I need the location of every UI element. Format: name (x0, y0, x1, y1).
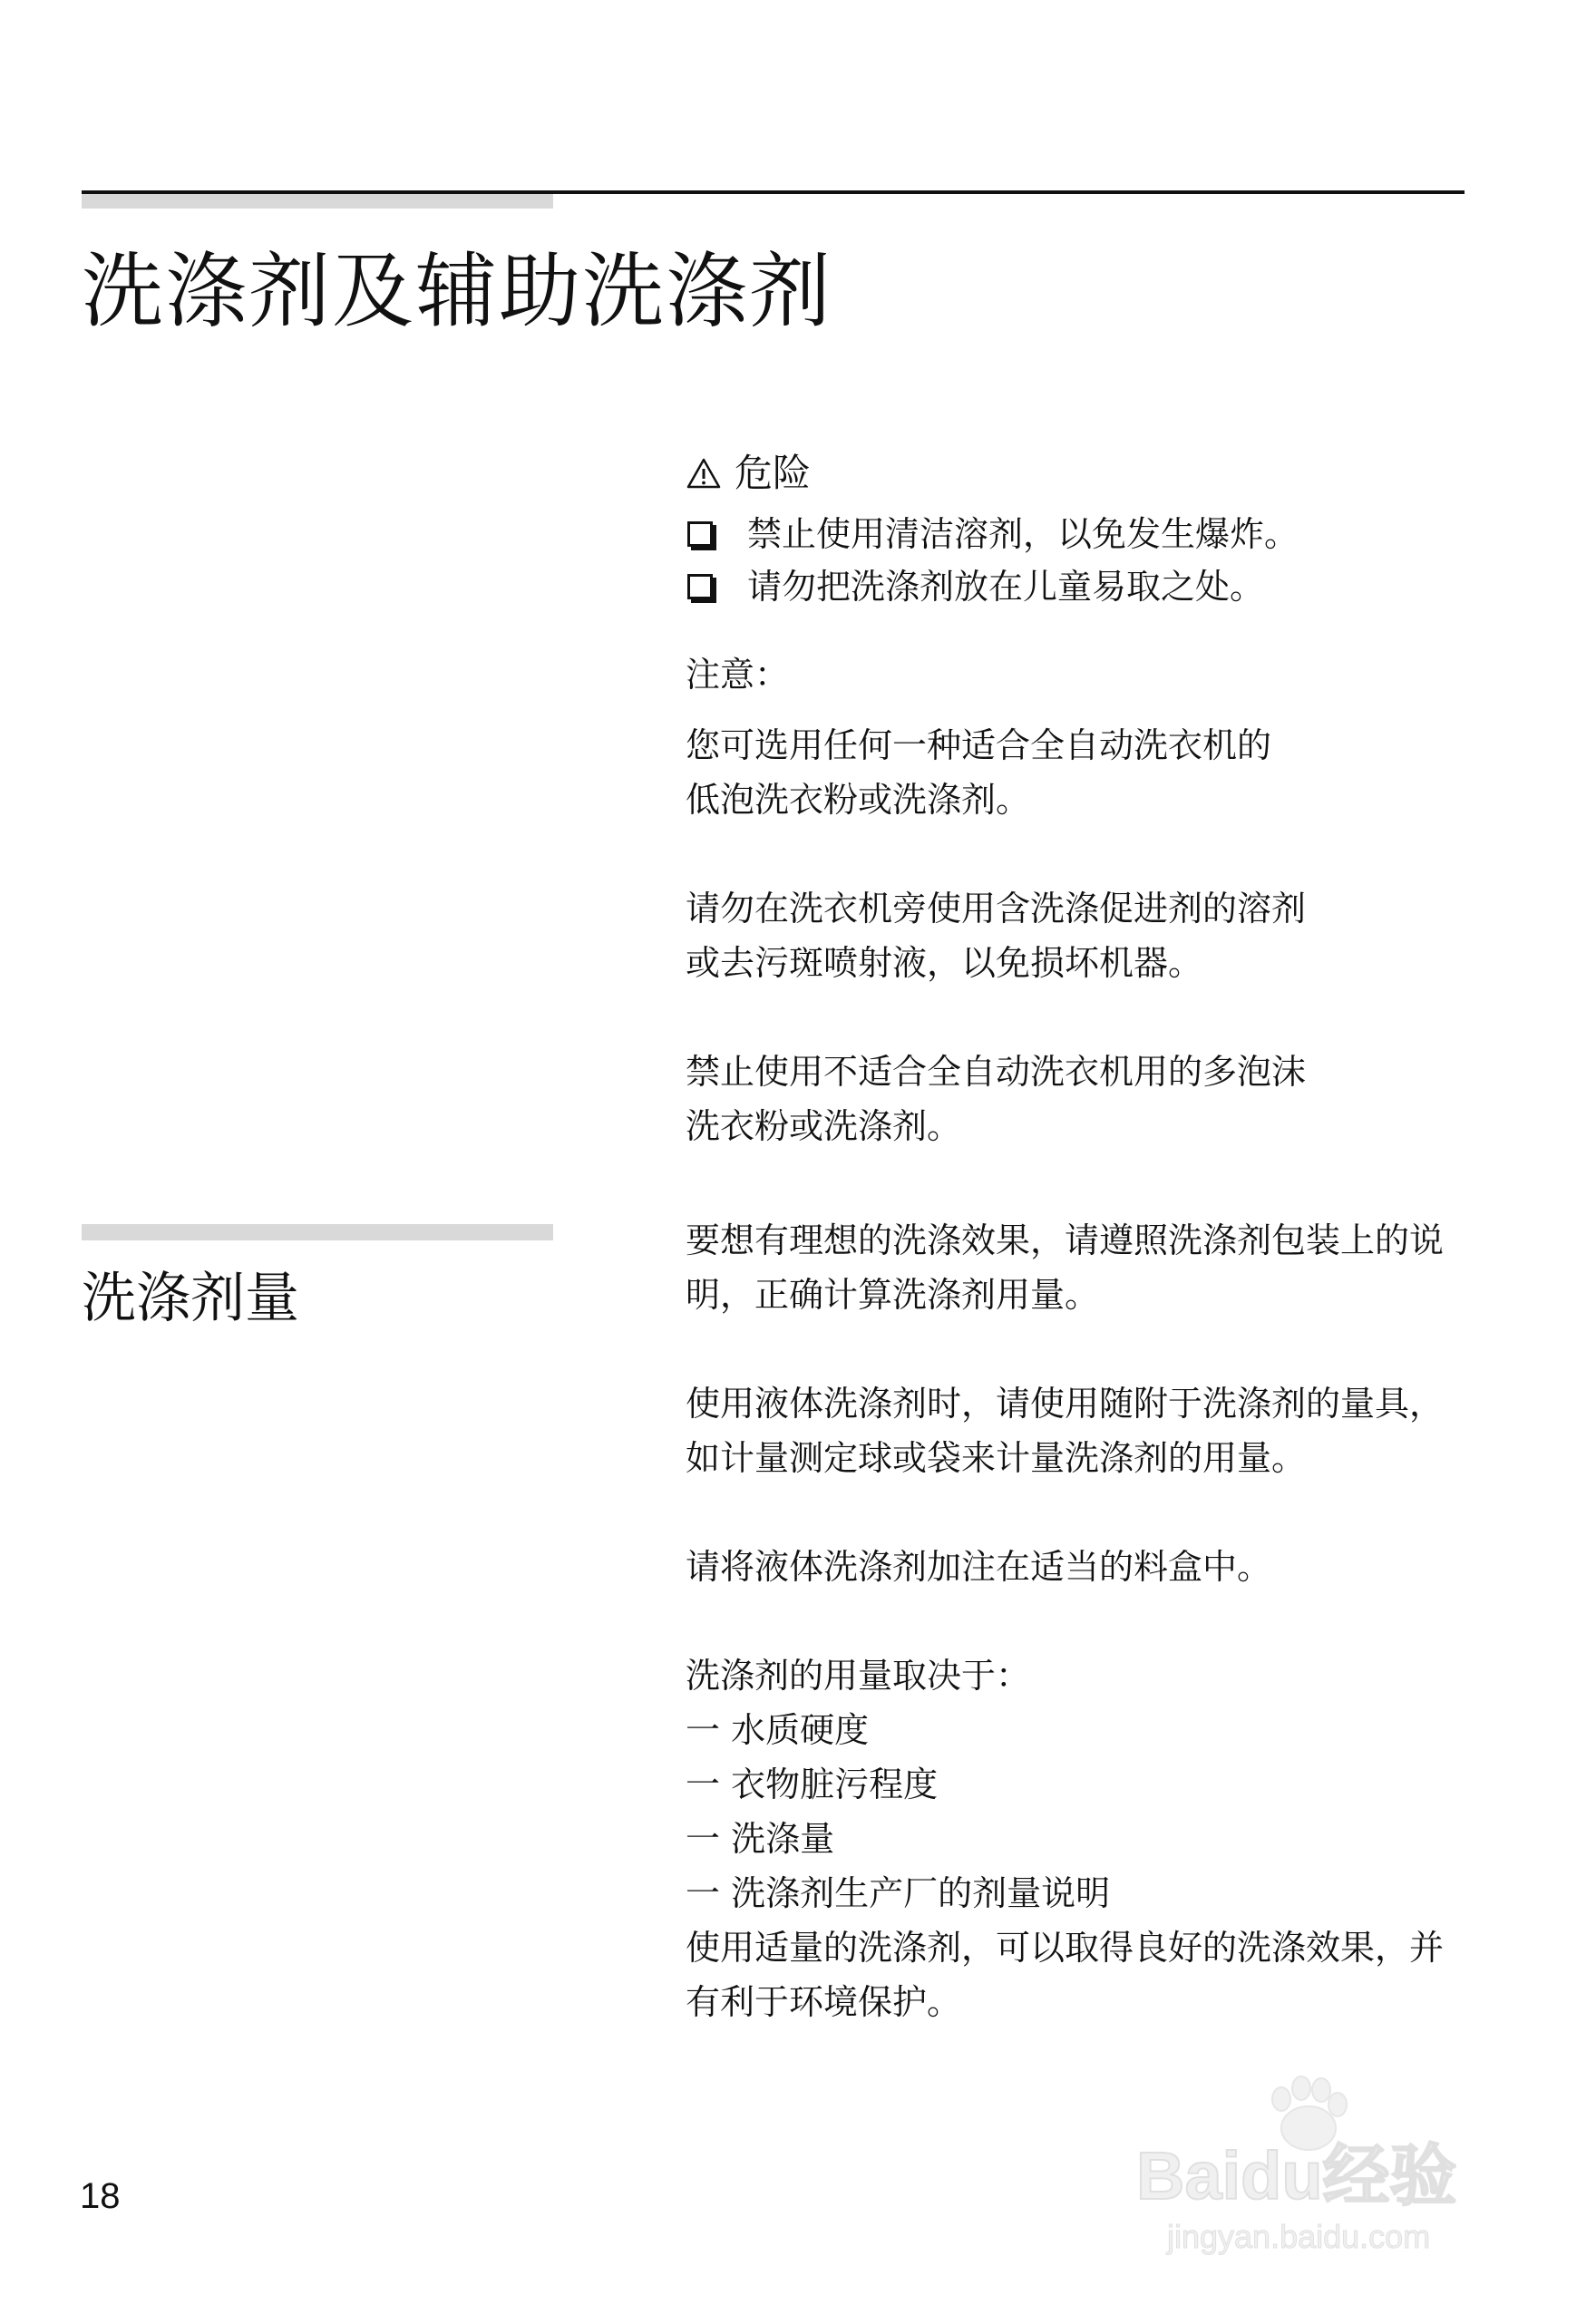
note-paragraph: 请勿在洗衣机旁使用含洗涤促进剂的溶剂 或去污斑喷射液，以免损坏机器。 (686, 889, 1307, 983)
danger-item-text: 请勿把洗涤剂放在儿童易取之处。 (747, 567, 1265, 607)
danger-item-text: 禁止使用清洁溶剂，以免发生爆炸。 (747, 514, 1299, 554)
checkbox-icon (687, 574, 713, 599)
dosage-factor: 一 洗涤剂生产厂的剂量说明 (686, 1873, 1111, 1913)
dosage-paragraph: 请将液体洗涤剂加注在适当的料盒中。 (686, 1547, 1272, 1587)
danger-heading (686, 444, 1520, 502)
note-label: 注意： (686, 655, 790, 695)
page-number: 18 (80, 2176, 121, 2216)
page-title: 洗涤剂及辅助洗涤剂 (82, 244, 832, 339)
dosage-factor: 一 水质硬度 (686, 1710, 870, 1750)
watermark-brand: Baidu经验 (1136, 2138, 1457, 2213)
note-paragraph: 禁止使用不适合全自动洗衣机用的多泡沫 洗衣粉或洗涤剂。 (686, 1052, 1307, 1146)
danger-heading-label: 危险 (735, 451, 812, 495)
dosage-closing: 使用适量的洗涤剂，可以取得良好的洗涤效果，并 有利于环境保护。 (686, 1928, 1445, 2022)
header-black-rule (82, 190, 1465, 194)
checkbox-icon (687, 521, 713, 547)
danger-item (686, 560, 1520, 613)
danger-item (686, 508, 1520, 560)
main-content (686, 444, 1520, 2029)
header-gray-rule (82, 192, 553, 209)
warning-triangle-icon (686, 457, 722, 490)
dosage-factor: 一 衣物脏污程度 (686, 1765, 939, 1804)
baidu-jingyan-watermark (1129, 2054, 1510, 2262)
dosage-paragraph: 要想有理想的洗涤效果，请遵照洗涤剂包装上的说 明，正确计算洗涤剂用量。 (686, 1220, 1445, 1315)
dosage-factor: 一 洗涤量 (686, 1819, 835, 1859)
note-paragraph: 您可选用任何一种适合全自动洗衣机的 低泡洗衣粉或洗涤剂。 (686, 725, 1272, 820)
watermark-url: jingyan.baidu.com (1167, 2218, 1431, 2255)
section-title: 洗涤剂量 (82, 1267, 299, 1330)
section-gray-rule (82, 1224, 553, 1240)
dosage-paragraph: 使用液体洗涤剂时，请使用随附于洗涤剂的量具， 如计量测定球或袋来计量洗涤剂的用量。 (686, 1384, 1445, 1478)
dosage-depends-label: 洗涤剂的用量取决于： (686, 1656, 1031, 1696)
